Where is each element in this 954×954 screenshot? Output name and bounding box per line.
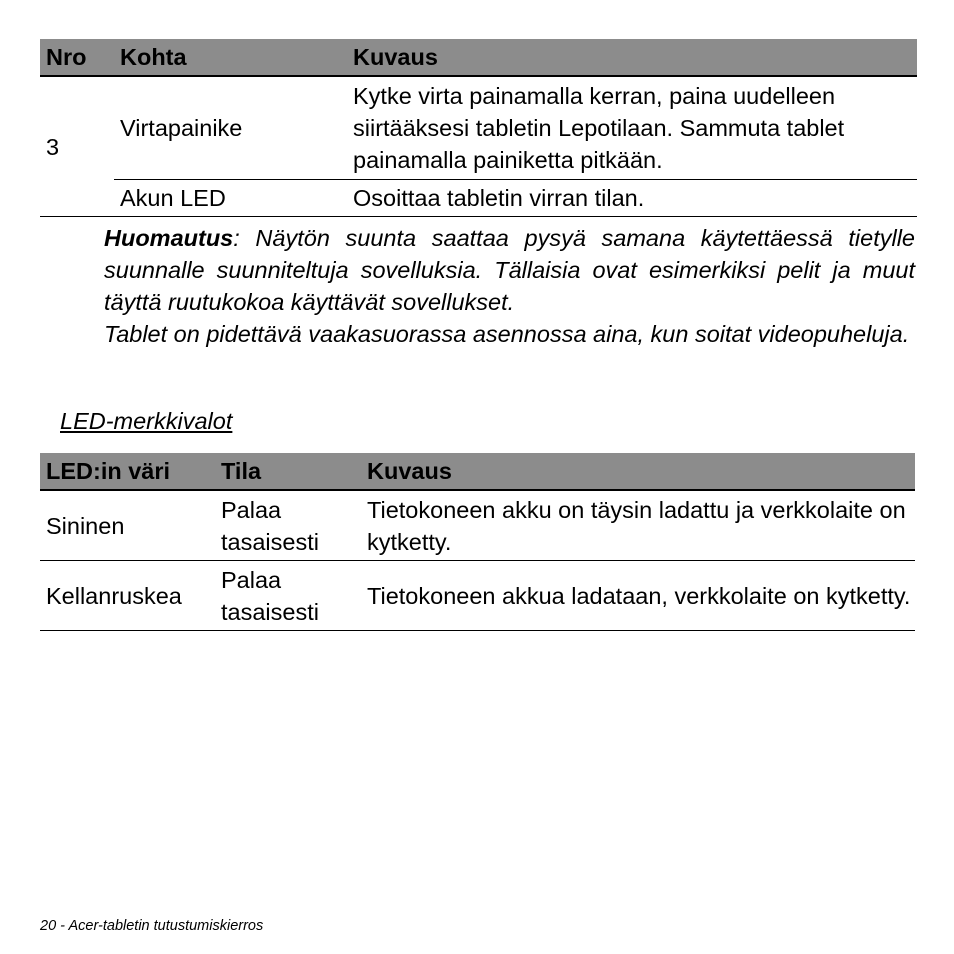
section-heading: LED-merkkivalot: [60, 408, 233, 434]
note-paragraph: Tablet on pidettävä vaakasuorassa asennossa aina, kun soitat videopuheluja.: [104, 321, 910, 347]
table-header-row: [40, 39, 917, 76]
note-paragraph: [104, 222, 915, 318]
item-description: Osoittaa tabletin virran tilan.: [347, 180, 917, 217]
table-row: [40, 180, 917, 217]
row-number: 3: [40, 76, 114, 217]
item-name: Akun LED: [114, 180, 347, 217]
table-row: [40, 490, 915, 561]
led-color: Sininen: [40, 490, 215, 561]
item-description: Kytke virta painamalla kerran, paina uudelleen siirtääksesi tabletin Lepotilaan. Sammuta tablet painamalla painiketta pitkään.: [347, 76, 917, 180]
note-label: Huomautus: [104, 225, 234, 251]
table-row: [40, 76, 917, 180]
page-footer: 20 - Acer-tabletin tutustumiskierros: [40, 918, 264, 934]
note-block: [104, 222, 915, 350]
header-nro: Nro: [40, 39, 114, 76]
led-state: Palaa tasaisesti: [215, 561, 361, 631]
header-led-color: LED:in väri: [40, 453, 215, 490]
header-kohta: Kohta: [114, 39, 347, 76]
led-color: Kellanruskea: [40, 561, 215, 631]
buttons-table: [40, 39, 917, 217]
led-description: Tietokoneen akku on täysin ladattu ja verkkolaite on kytketty.: [361, 490, 915, 561]
note-text: : Näytön suunta saattaa pysyä samana käytettäessä tietylle suunnalle suunniteltuja sovelluksia. Tällaisia ovat esimerkiksi pelit ja muut täyttä ruutukokoa käyttävät sovellukset.: [104, 225, 915, 315]
table-header-row: [40, 453, 915, 490]
header-description: Kuvaus: [361, 453, 915, 490]
header-kuvaus: Kuvaus: [347, 39, 917, 76]
led-state: Palaa tasaisesti: [215, 490, 361, 561]
led-description: Tietokoneen akkua ladataan, verkkolaite on kytketty.: [361, 561, 915, 631]
item-name: Virtapainike: [114, 76, 347, 180]
table-row: [40, 561, 915, 631]
led-table: [40, 453, 915, 631]
header-state: Tila: [215, 453, 361, 490]
